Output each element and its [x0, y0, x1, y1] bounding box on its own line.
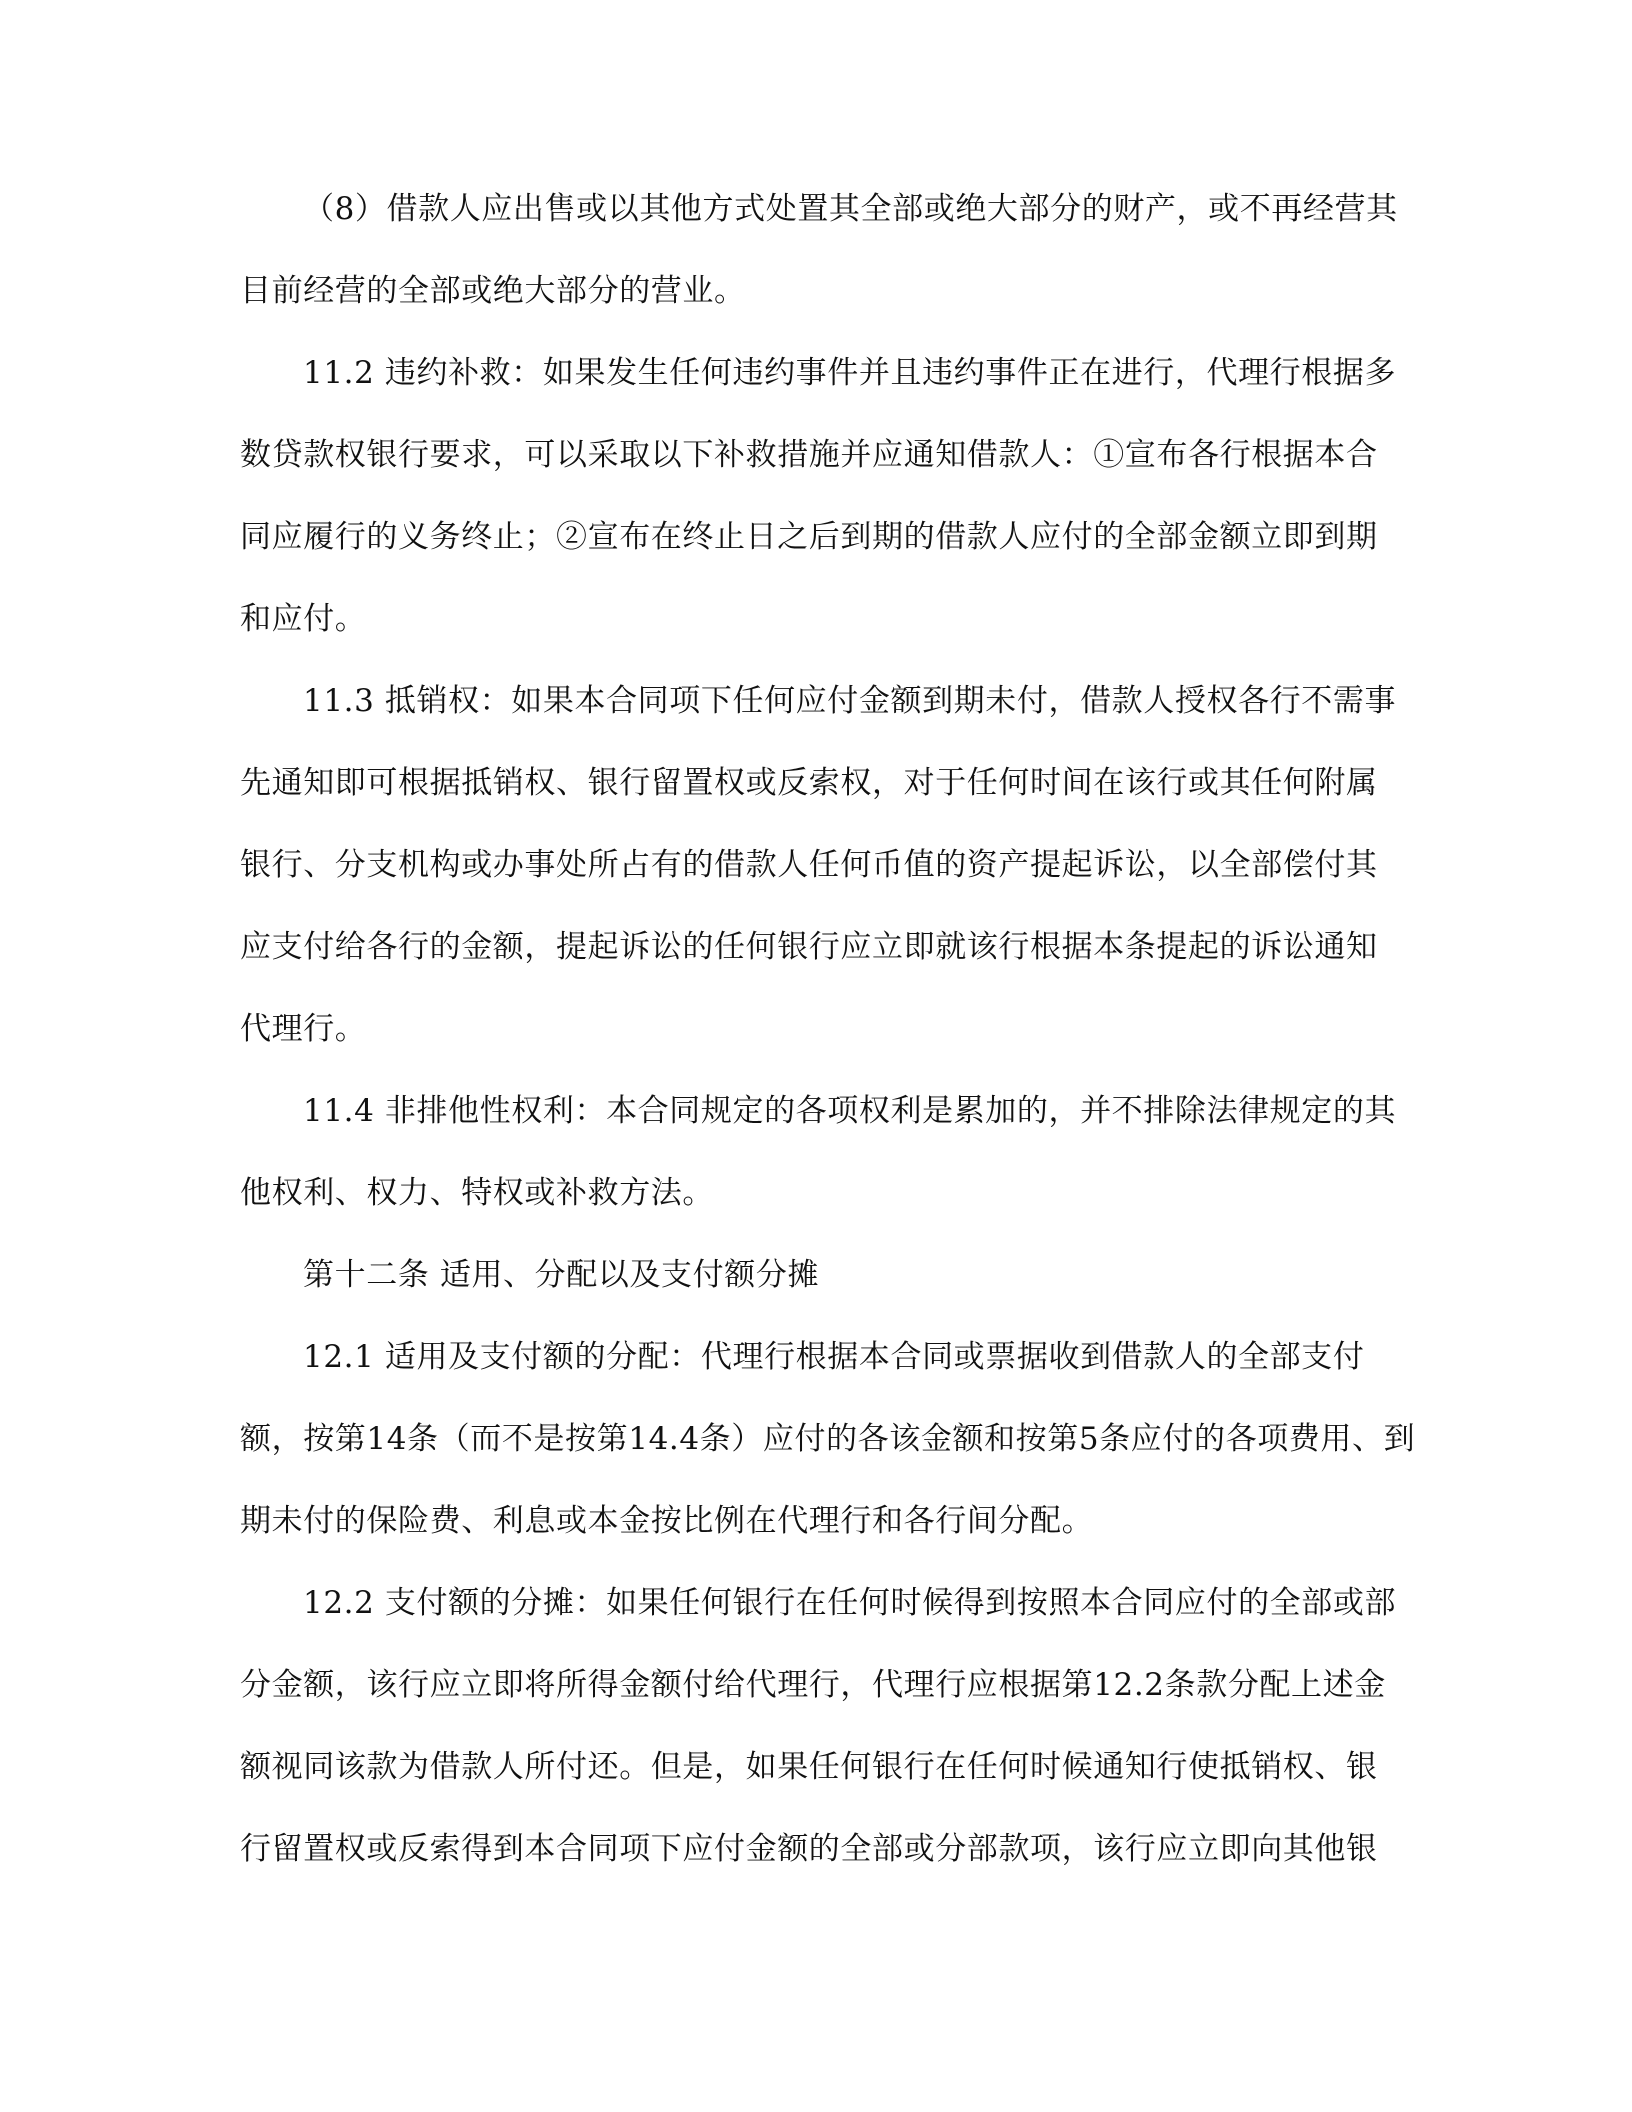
text-line: 12.1 适用及支付额的分配：代理行根据本合同或票据收到借款人的全部支付: [303, 1339, 1365, 1375]
paragraph-12-2: [240, 1580, 1397, 1908]
text-line: 11.4 非排他性权利：本合同规定的各项权利是累加的，并不排除法律规定的其: [303, 1093, 1397, 1129]
paragraph-12-1: [240, 1334, 1416, 1580]
section-heading: 第十二条 适用、分配以及支付额分摊: [303, 1257, 820, 1293]
text-line: 同应履行的义务终止；②宣布在终止日之后到期的借款人应付的全部金额立即到期: [240, 519, 1378, 555]
paragraph-8: [240, 186, 1398, 350]
document-page: [240, 186, 1416, 1908]
text-line: 期未付的保险费、利息或本金按比例在代理行和各行间分配。: [240, 1503, 1094, 1539]
text-line: 额，按第14条（而不是按第14.4条）应付的各该金额和按第5条应付的各项费用、到: [240, 1421, 1416, 1457]
text-line: 和应付。: [240, 601, 367, 637]
text-line: （8）借款人应出售或以其他方式处置其全部或绝大部分的财产，或不再经营其: [303, 191, 1398, 227]
article-12-heading: [240, 1252, 1381, 1334]
text-line: 目前经营的全部或绝大部分的营业。: [240, 273, 746, 309]
text-line: 先通知即可根据抵销权、银行留置权或反索权，对于任何时间在该行或其任何附属: [240, 765, 1378, 801]
paragraph-11-4: [240, 1088, 1397, 1252]
text-line: 银行、分支机构或办事处所占有的借款人任何币值的资产提起诉讼，以全部偿付其: [240, 847, 1378, 883]
text-line: 代理行。: [240, 1011, 367, 1047]
text-line: 12.2 支付额的分摊：如果任何银行在任何时候得到按照本合同应付的全部或部: [303, 1585, 1397, 1621]
text-line: 数贷款权银行要求，可以采取以下补救措施并应通知借款人：①宣布各行根据本合: [240, 437, 1378, 473]
text-line: 应支付给各行的金额，提起诉讼的任何银行应立即就该行根据本条提起的诉讼通知: [240, 929, 1378, 965]
text-line: 额视同该款为借款人所付还。但是，如果任何银行在任何时候通知行使抵销权、银: [240, 1749, 1378, 1785]
text-line: 他权利、权力、特权或补救方法。: [240, 1175, 714, 1211]
text-line: 11.3 抵销权：如果本合同项下任何应付金额到期未付，借款人授权各行不需事: [303, 683, 1397, 719]
text-line: 11.2 违约补救：如果发生任何违约事件并且违约事件正在进行，代理行根据多: [303, 355, 1397, 391]
paragraph-11-3: [240, 678, 1397, 1088]
text-line: 分金额，该行应立即将所得金额付给代理行，代理行应根据第12.2条款分配上述金: [240, 1667, 1386, 1703]
paragraph-11-2: [240, 350, 1397, 678]
text-line: 行留置权或反索得到本合同项下应付金额的全部或分部款项，该行应立即向其他银: [240, 1831, 1378, 1867]
